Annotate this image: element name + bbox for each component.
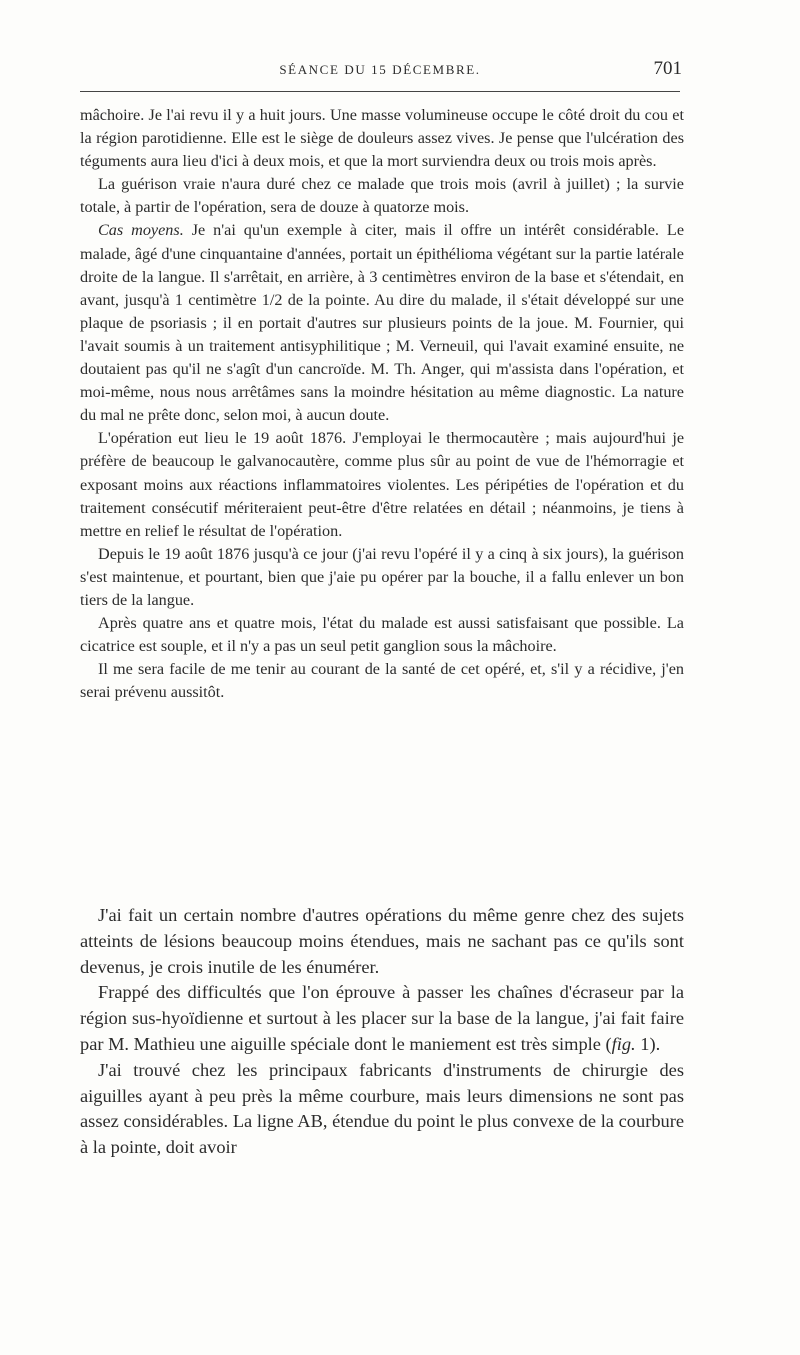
running-head: SÉANCE DU 15 DÉCEMBRE. xyxy=(279,62,481,77)
paragraph: Depuis le 19 août 1876 jusqu'à ce jour (j'ai revu l'opéré il y a cinq à six jours), la guérison s'est maintenue, et pourtant, bien que j'aie pu opérer par la bouche, il a fallu enlever un bon tiers de la langue. xyxy=(80,544,684,609)
figure-number: 1 xyxy=(635,1033,650,1054)
paragraph-cas-moyens xyxy=(80,219,684,427)
case-report-text xyxy=(80,104,684,704)
header-rule xyxy=(80,91,680,92)
figure-reference: fig. xyxy=(611,1033,636,1054)
paragraph: J'ai fait un certain nombre d'autres opérations du même genre chez des sujets atteints de lésions beaucoup moins étendues, mais ne sachant pas ce qu'ils sont devenus, je crois inutile de les énumérer. xyxy=(80,905,684,977)
page-header xyxy=(78,56,682,84)
paragraph: La guérison vraie n'aura duré chez ce malade que trois mois (avril à juillet) ; la survie totale, à partir de l'opération, sera de douze à quatorze mois. xyxy=(80,175,684,217)
paragraph-text: Je n'ai qu'un exemple à citer, mais il offre un intérêt considérable. Le malade, âgé d'une cinquantaine d'années, portait un épithélioma végétant sur la partie latérale droite de la langue. Il s'arrêtait, en arrière, à 3 centimètres environ de la base et s'étendait, en avant, jusqu'à 1 centimètre 1/2 de la pointe. Au dire du malade, il s'était développé sur une plaque de psoriasis ; il en portait d'autres sur plusieurs points de la joue. M. Fournier, qui l'avait soumis à un traitement antisyphilitique ; M. Verneuil, qui l'avait examiné ensuite, ne doutaient pas qu'il ne s'agît d'un cancroïde. M. Th. Anger, qui m'assista dans l'opération, et moi-même, nous nous arrêtâmes sans la moindre hésitation au même diagnostic. La nature du mal ne prête donc, selon moi, à aucun doute. xyxy=(80,221,684,425)
paragraph: J'ai trouvé chez les principaux fabricants d'instruments de chirurgie des aiguilles ayant à peu près la même courbure, mais leurs dimensions ne sont pas assez considérables. La ligne AB, étendue du point le plus convexe de la courbure à la pointe, doit avoir xyxy=(80,1059,684,1158)
paragraph: L'opération eut lieu le 19 août 1876. J'employai le thermocautère ; mais aujourd'hui je préfère de beaucoup le galvanocautère, comme plus sûr au point de vue de l'hémorragie et exposant moins aux réactions inflammatoires violentes. Les péripéties de l'opération et du traitement consécutif mériteraient peut-être d'être relatées en détail ; néanmoins, je tiens à mettre en relief le résultat de l'opération. xyxy=(80,429,684,540)
paragraph: Il me sera facile de me tenir au courant de la santé de cet opéré, et, s'il y a récidive, j'en serai prévenu aussitôt. xyxy=(80,660,684,702)
page-number: 701 xyxy=(653,58,682,79)
paragraph-needle xyxy=(80,980,684,1057)
section-label-cas-moyens: Cas moyens. xyxy=(98,221,184,240)
paragraph: mâchoire. Je l'ai revu il y a huit jours. Une masse volumineuse occupe le côté droit du cou et la région parotidienne. Elle est le siège de douleurs assez vives. Je pense que l'ulcération des téguments aura lieu d'ici à deux mois, et que la mort surviendra deux ou trois mois après. xyxy=(80,106,684,171)
paragraph-text-end: ). xyxy=(649,1033,661,1054)
paragraph-text: Frappé des difficultés que l'on éprouve à passer les chaînes d'écraseur par la région sus-hyoïdienne et surtout à les placer sur la base de la langue, j'ai fait faire par M. Mathieu une aiguille spéciale dont le maniement est très simple ( xyxy=(80,982,684,1054)
paragraph: Après quatre ans et quatre mois, l'état du malade est aussi satisfaisant que possible. La cicatrice est souple, et il n'y a pas un seul petit ganglion sous la mâchoire. xyxy=(80,614,684,656)
main-text xyxy=(80,903,684,1161)
